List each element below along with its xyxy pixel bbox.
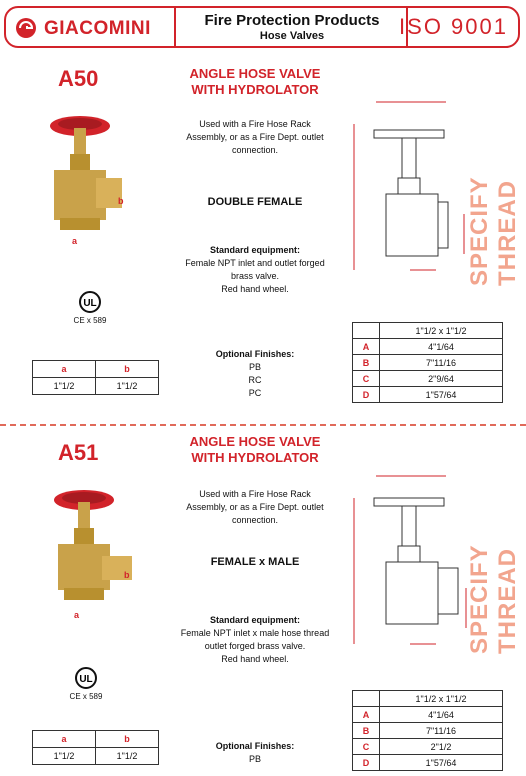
dimension-value: 1"57/64 bbox=[380, 755, 503, 771]
description bbox=[170, 118, 340, 157]
photo-label: a bbox=[74, 610, 80, 620]
dimension-key: B bbox=[353, 723, 380, 739]
standard-equipment bbox=[170, 244, 340, 296]
standard-equipment-line: Red hand wheel. bbox=[221, 284, 289, 294]
dimension-key: D bbox=[353, 755, 380, 771]
product-title-line: ANGLE HOSE VALVE bbox=[189, 434, 321, 449]
dimensions-header: 1"1/2 x 1"1/2 bbox=[380, 691, 503, 707]
product-title-line: WITH HYDROLATOR bbox=[191, 82, 319, 97]
giacomini-logo-icon bbox=[14, 16, 42, 40]
size-table bbox=[32, 360, 159, 395]
size-table-cell: 1"1/2 bbox=[96, 378, 159, 395]
size-table-header: b bbox=[96, 361, 159, 378]
dimensions-header: 1"1/2 x 1"1/2 bbox=[380, 323, 503, 339]
standard-equipment-title: Standard equipment: bbox=[209, 245, 300, 255]
ul-mark bbox=[70, 290, 110, 325]
description-line: Assembly, or as a Fire Dept. outlet bbox=[186, 132, 324, 142]
dimension-key: C bbox=[353, 739, 380, 755]
valve-photo bbox=[40, 482, 140, 612]
model-number: A50 bbox=[58, 66, 99, 91]
size-table-cell: 1"1/2 bbox=[96, 748, 159, 765]
valve-photo bbox=[40, 108, 130, 238]
description-line: Assembly, or as a Fire Dept. outlet bbox=[186, 502, 324, 512]
model-number: A51 bbox=[58, 440, 99, 465]
description-line: connection. bbox=[231, 145, 279, 155]
product-title-line: WITH HYDROLATOR bbox=[191, 450, 319, 465]
connection-type: FEMALE x MALE bbox=[210, 556, 300, 568]
photo-label: b bbox=[118, 196, 124, 206]
dimensions-corner bbox=[353, 323, 380, 339]
ul-mark bbox=[66, 666, 106, 701]
size-table-header: a bbox=[33, 361, 96, 378]
dimension-value: 1"57/64 bbox=[380, 387, 503, 403]
product-title-line: ANGLE HOSE VALVE bbox=[189, 66, 321, 81]
header-subtitle: Hose Valves bbox=[259, 30, 325, 42]
finish-item: PB bbox=[248, 754, 261, 764]
finish-item: PC bbox=[248, 388, 262, 398]
standard-equipment-line: outlet forged brass valve. bbox=[204, 641, 306, 651]
finishes-title: Optional Finishes: bbox=[215, 349, 295, 359]
brand-name: GIACOMINI bbox=[44, 18, 151, 39]
dimensions-table bbox=[352, 690, 503, 771]
standard-equipment-line: Female NPT inlet x male hose thread bbox=[180, 628, 330, 638]
description-line: connection. bbox=[231, 515, 279, 525]
ul-listed-icon bbox=[78, 290, 102, 314]
header-banner bbox=[4, 6, 520, 48]
ul-cert-text: CE x 589 bbox=[69, 692, 103, 701]
ul-listed-icon bbox=[74, 666, 98, 690]
standard-equipment-line: brass valve. bbox=[230, 271, 280, 281]
dimension-value: 4"1/64 bbox=[380, 707, 503, 723]
connection-type: DOUBLE FEMALE bbox=[207, 196, 303, 208]
ul-cert-text: CE x 589 bbox=[73, 316, 107, 325]
optional-finishes bbox=[170, 740, 340, 766]
dimension-key: D bbox=[353, 387, 380, 403]
svg-text:UL: UL bbox=[83, 298, 97, 309]
standard-equipment bbox=[170, 614, 340, 666]
header-divider bbox=[174, 8, 176, 46]
section-divider bbox=[0, 424, 526, 426]
finish-item: RC bbox=[248, 375, 262, 385]
standard-equipment-line: Female NPT inlet and outlet forged bbox=[185, 258, 325, 268]
size-table-header: b bbox=[96, 731, 159, 748]
dimension-value: 2"1/2 bbox=[380, 739, 503, 755]
dimension-value: 2"9/64 bbox=[380, 371, 503, 387]
technical-drawing bbox=[346, 94, 476, 280]
dimensions-corner bbox=[353, 691, 380, 707]
iso-cert: ISO 9001 bbox=[399, 14, 508, 39]
description-line: Used with a Fire Hose Rack bbox=[199, 119, 311, 129]
specify-thread-label: SPECIFY THREAD bbox=[466, 544, 521, 654]
size-table bbox=[32, 730, 159, 765]
header-title: Fire Protection Products bbox=[204, 12, 380, 29]
dimension-value: 4"1/64 bbox=[380, 339, 503, 355]
photo-label: b bbox=[124, 570, 130, 580]
product-title bbox=[170, 66, 340, 98]
dimension-key: B bbox=[353, 355, 380, 371]
description-line: Used with a Fire Hose Rack bbox=[199, 489, 311, 499]
standard-equipment-line: Red hand wheel. bbox=[221, 654, 289, 664]
size-table-cell: 1"1/2 bbox=[33, 748, 96, 765]
specify-thread-label: SPECIFY THREAD bbox=[466, 176, 521, 286]
size-table-cell: 1"1/2 bbox=[33, 378, 96, 395]
finishes-title: Optional Finishes: bbox=[215, 741, 295, 751]
description bbox=[170, 488, 340, 527]
dimension-value: 7"11/16 bbox=[380, 723, 503, 739]
finish-item: PB bbox=[248, 362, 261, 372]
dimension-key: A bbox=[353, 339, 380, 355]
product-title bbox=[170, 434, 340, 466]
photo-label: a bbox=[72, 236, 78, 246]
technical-drawing bbox=[346, 468, 476, 654]
dimension-key: C bbox=[353, 371, 380, 387]
size-table-header: a bbox=[33, 731, 96, 748]
dimensions-table bbox=[352, 322, 503, 403]
giacomini-logo bbox=[14, 16, 166, 40]
dimension-key: A bbox=[353, 707, 380, 723]
svg-text:UL: UL bbox=[79, 674, 93, 685]
standard-equipment-title: Standard equipment: bbox=[209, 615, 300, 625]
optional-finishes bbox=[170, 348, 340, 400]
dimension-value: 7"11/16 bbox=[380, 355, 503, 371]
